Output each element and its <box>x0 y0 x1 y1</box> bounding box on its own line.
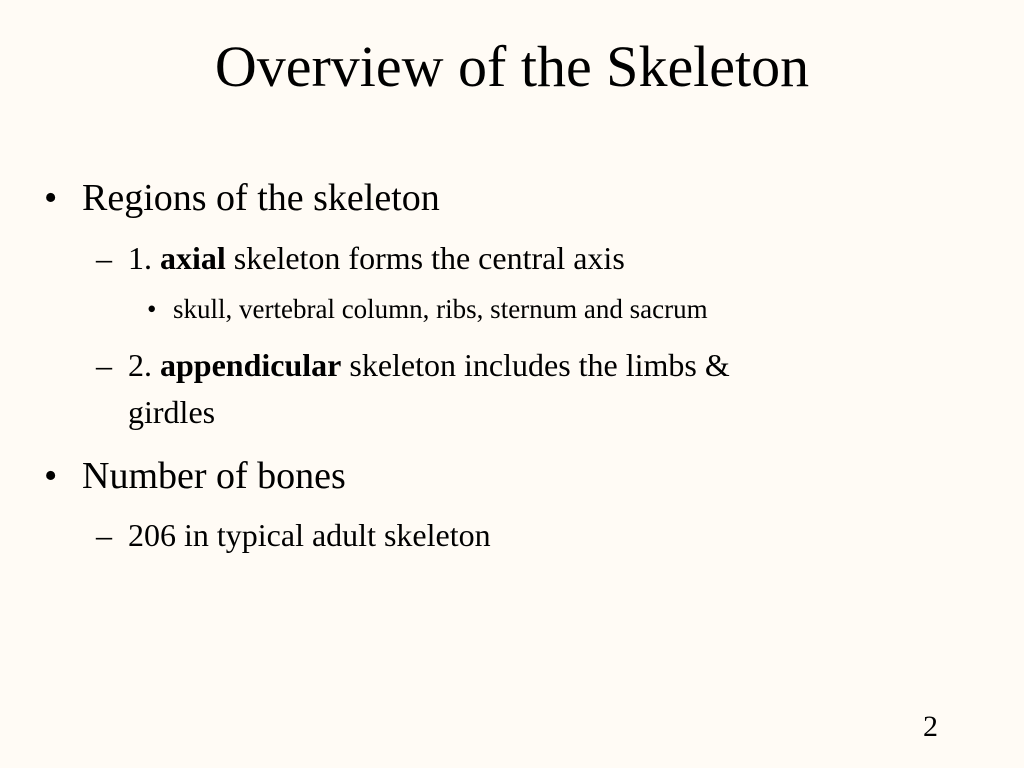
bullet-marker: • <box>44 177 58 219</box>
dash-marker: – <box>96 517 112 553</box>
bullet-text: Regions of the skeleton <box>82 177 440 219</box>
dash-marker: – <box>96 240 112 276</box>
dash-marker: – <box>96 347 112 383</box>
bullet-text: Number of bones <box>82 455 346 497</box>
bold-term: appendicular <box>160 347 342 383</box>
bullet-marker: • <box>44 455 58 497</box>
item-prefix: 1. <box>128 240 160 276</box>
subbullet-continuation <box>128 396 215 428</box>
slide-title: Overview of the Skeleton <box>214 34 810 99</box>
subbullet-text <box>128 349 730 381</box>
page-number: 2 <box>923 710 938 743</box>
subbullet-text: 206 in typical adult skeleton <box>128 517 491 553</box>
continuation-text: girdles <box>128 394 216 430</box>
bullet-text: skull, vertebral column, ribs, sternum and sacrum <box>173 294 708 324</box>
bold-term: axial <box>160 240 226 276</box>
item-prefix: 2. <box>128 347 160 383</box>
bullet-marker: • <box>147 294 157 324</box>
item-suffix: skeleton forms the central axis <box>225 240 625 276</box>
subbullet-text <box>128 242 625 274</box>
item-suffix: skeleton includes the limbs & <box>341 347 730 383</box>
